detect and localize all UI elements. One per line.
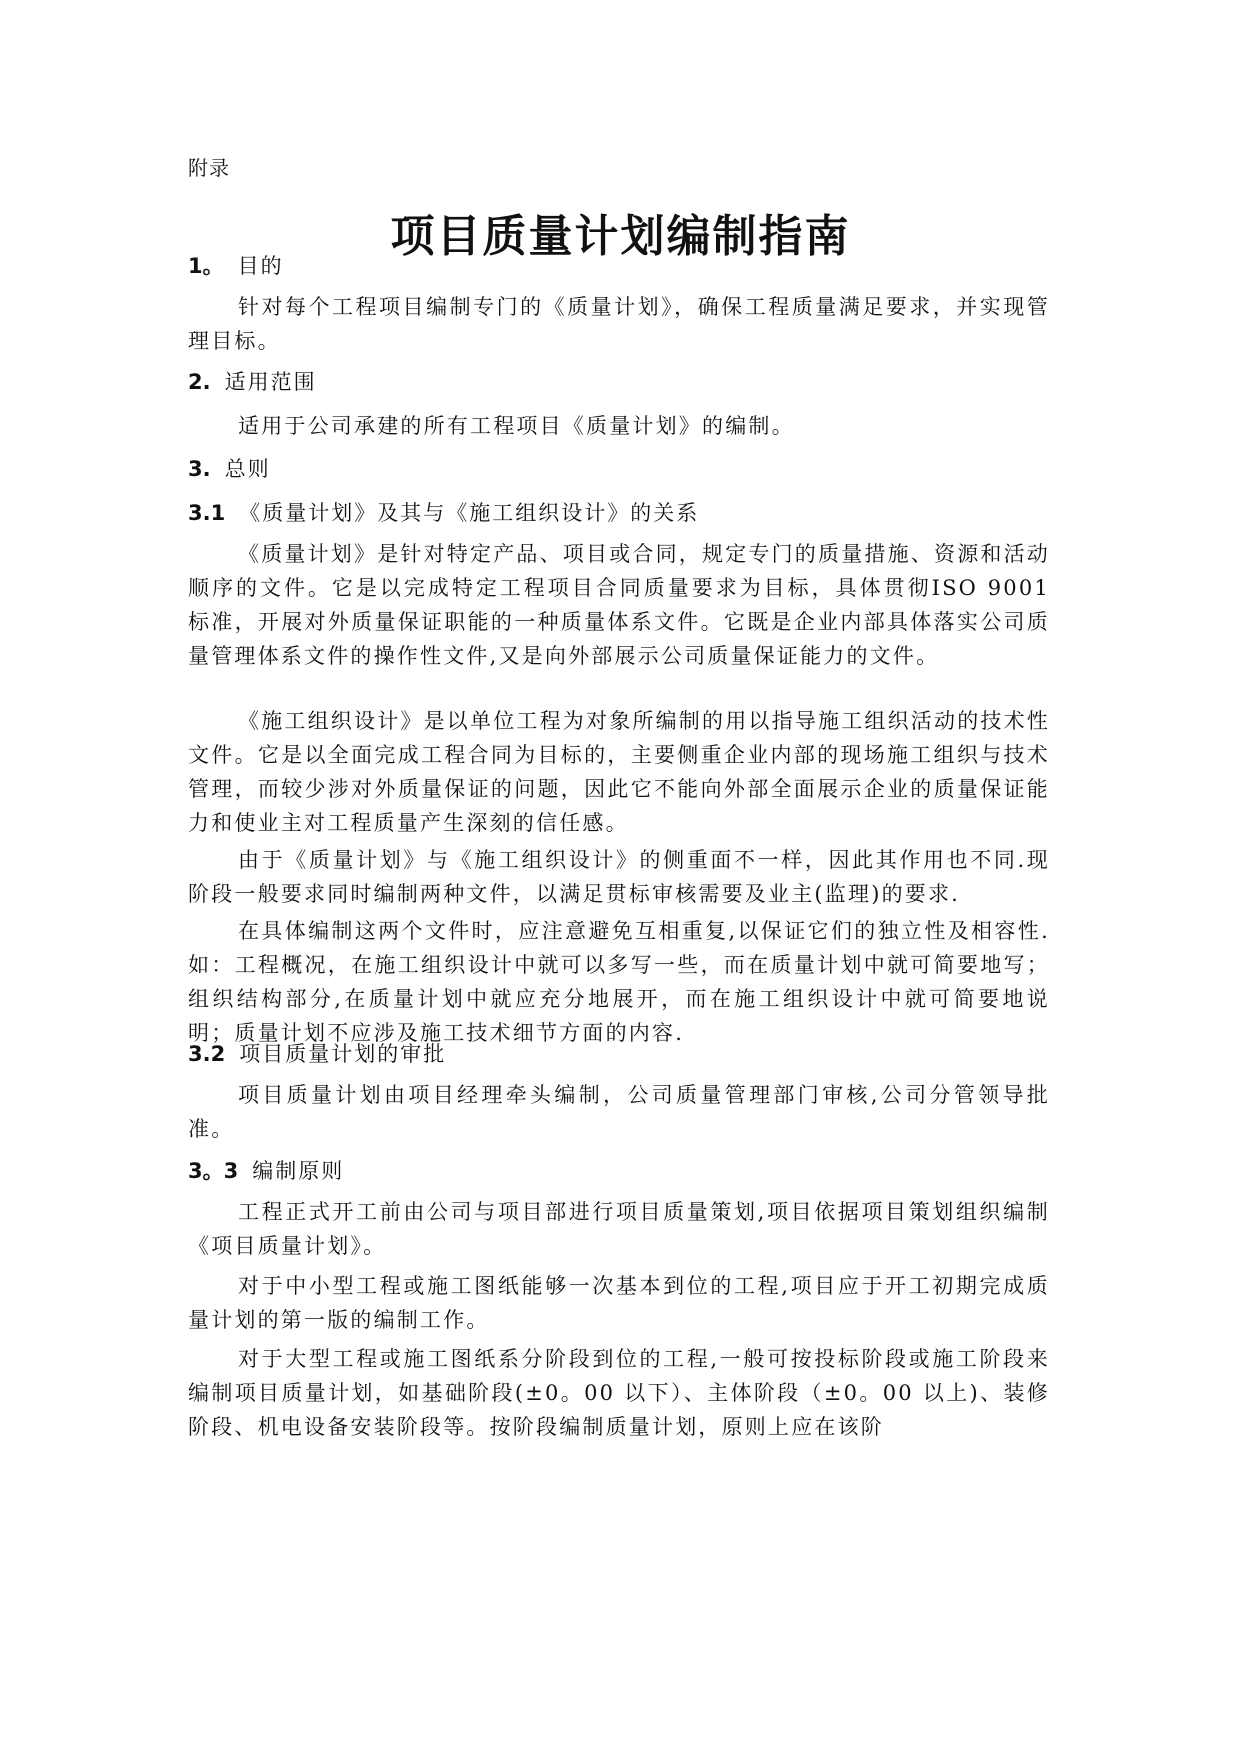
section-1-paragraph: 针对每个工程项目编制专门的《质量计划》，确保工程质量满足要求，并实现管理目标。 bbox=[188, 295, 1050, 353]
section-2-number: 2. bbox=[188, 370, 211, 394]
section-3-2-title: 项目质量计划的审批 bbox=[239, 1042, 447, 1066]
document-title: 项目质量计划编制指南 bbox=[390, 211, 851, 262]
section-3-3-title: 编制原则 bbox=[252, 1159, 345, 1183]
section-3-heading bbox=[188, 453, 1050, 485]
section-3-3-paragraph-c: 对于大型工程或施工图纸系分阶段到位的工程,一般可按投标阶段或施工阶段来编制项目质量计划，如基础阶段(±0。00 以下）、主体阶段（±0。00 以上)、装修阶段、机电设备安装阶段等。按阶段编制质量计划，原则上应在该阶 bbox=[188, 1347, 1050, 1439]
section-3-1-number: 3.1 bbox=[188, 501, 226, 525]
section-3-3-paragraph-a: 工程正式开工前由公司与项目部进行项目质量策划,项目依据项目策划组织编制《项目质量计划》。 bbox=[188, 1200, 1050, 1258]
section-1-number: 1。 bbox=[188, 254, 224, 278]
section-3-3-paragraph-b: 对于中小型工程或施工图纸能够一次基本到位的工程,项目应于开工初期完成质量计划的第一版的编制工作。 bbox=[188, 1274, 1050, 1332]
section-3-number: 3. bbox=[188, 457, 211, 481]
section-3-3-number: 3。3 bbox=[188, 1159, 239, 1183]
section-1-title: 目的 bbox=[237, 254, 284, 278]
section-3-1-heading bbox=[188, 497, 1050, 529]
section-3-1-paragraph-a: 《质量计划》是针对特定产品、项目或合同，规定专门的质量措施、资源和活动顺序的文件。它是以完成特定工程项目合同质量要求为目标，具体贯彻ISO 9001 标准，开展对外质量保证职能的一种质量体系文件。它既是企业内部具体落实公司质量管理体系文件的操作性文件,又是向外部展示公司质量保证能力的文件。 bbox=[188, 542, 1050, 668]
section-3-1-paragraph-d: 在具体编制这两个文件时，应注意避免互相重复,以保证它们的独立性及相容性.如：工程概况，在施工组织设计中就可以多写一些，而在质量计划中就可简要地写；组织结构部分,在质量计划中就应充分地展开，而在施工组织设计中就可简要地说明；质量计划不应涉及施工技术细节方面的内容. bbox=[188, 919, 1050, 1045]
section-3-1-title: 《质量计划》及其与《施工组织设计》的关系 bbox=[239, 501, 700, 525]
appendix-label: 附录 bbox=[188, 156, 230, 180]
section-2-heading bbox=[188, 366, 1050, 398]
section-3-title: 总则 bbox=[224, 457, 271, 481]
section-3-3-heading bbox=[188, 1155, 1050, 1187]
section-2-title: 适用范围 bbox=[224, 370, 317, 394]
section-2-paragraph: 适用于公司承建的所有工程项目《质量计划》的编制。 bbox=[238, 414, 795, 438]
section-3-1-paragraph-c: 由于《质量计划》与《施工组织设计》的侧重面不一样，因此其作用也不同.现阶段一般要求同时编制两种文件，以满足贯标审核需要及业主(监理)的要求. bbox=[188, 848, 1050, 906]
section-3-2-paragraph: 项目质量计划由项目经理牵头编制，公司质量管理部门审核,公司分管领导批准。 bbox=[188, 1083, 1050, 1141]
section-3-2-number: 3.2 bbox=[188, 1042, 226, 1066]
section-3-1-paragraph-b: 《施工组织设计》是以单位工程为对象所编制的用以指导施工组织活动的技术性文件。它是以全面完成工程合同为目标的，主要侧重企业内部的现场施工组织与技术管理，而较少涉对外质量保证的问题，因此它不能向外部全面展示企业的质量保证能力和使业主对工程质量产生深刻的信任感。 bbox=[188, 709, 1050, 835]
section-1-heading bbox=[188, 250, 1050, 282]
section-3-2-heading bbox=[188, 1038, 1050, 1070]
